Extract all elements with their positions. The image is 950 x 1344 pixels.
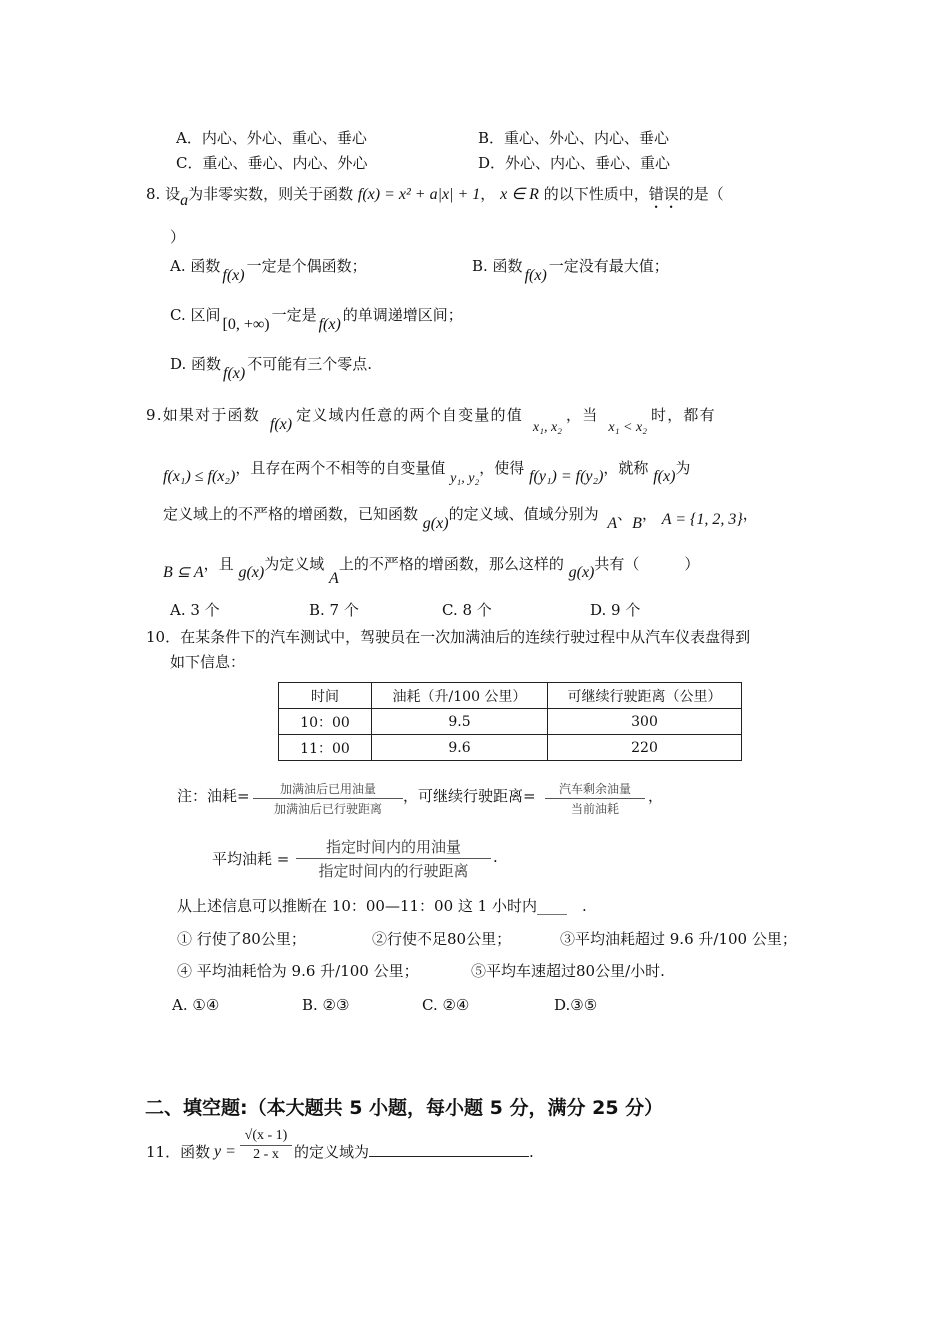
table-row xyxy=(279,735,742,761)
q7-option-b: B．重心、外心、内心、垂心 xyxy=(478,129,670,147)
q10-option-c: C. ②④ xyxy=(422,996,470,1014)
q10-statement-1: ① 行使了80公里； xyxy=(177,930,306,948)
q11-y: y = xyxy=(214,1143,236,1160)
q11-text: 的定义域为 . xyxy=(294,1143,534,1161)
section-heading: 二、填空题:（本大题共 5 小题，每小题 5 分，满分 25 分） xyxy=(145,1097,664,1119)
q11-fraction: $\frac{√(x - 1)}{2 - x}$ xyxy=(240,1128,292,1163)
table-header-row xyxy=(279,683,742,709)
note-range-label: ，可继续行驶距离= xyxy=(403,787,536,805)
q7-option-c: C．重心、垂心、内心、外心 xyxy=(176,154,368,172)
q7-option-a: A．内心、外心、重心、垂心 xyxy=(176,129,367,147)
q9-option-d: D. 9 个 xyxy=(590,601,641,619)
range-fraction: 汽车剩余油量 当前油耗 xyxy=(545,780,645,817)
q7-option-d: D．外心、内心、垂心、重心 xyxy=(478,154,671,172)
q9-line-1: 9.如果对于函数 f(x)定义域内任意的两个自变量的值 x₁, x₂，当 x₁ < x₂时，都有 xyxy=(146,406,716,435)
q9-option-a: A. 3 个 xyxy=(170,601,220,619)
q10-option-a: A. ①④ xyxy=(172,996,220,1014)
q10-statement-3: ③平均油耗超过 9.6 升/100 公里； xyxy=(560,930,797,948)
table-cell: 11：00 xyxy=(279,735,372,761)
q10-infer: 从上述信息可以推断在 10：00—11：00 这 1 小时内____ . xyxy=(177,897,587,915)
note-fuel-label: 注：油耗= xyxy=(177,787,250,805)
q9-line-4: B ⊆ A，且 g(x)为定义域 A上的不严格的增函数，那么这样的 g(x)共有（ ） xyxy=(163,555,700,587)
q8-stem: 8. 设a为非零实数，则关于函数 f(x) = x² + a|x| + 1， x ∈ R 的以下性质中，错误的是（ xyxy=(146,185,724,209)
table-header-cell: 时间 xyxy=(279,683,372,709)
q10-statement-2: ②行使不足80公里； xyxy=(372,930,512,948)
q9-option-b: B. 7 个 xyxy=(309,601,359,619)
q8-option-d: D. 函数f(x)不可能有三个零点. xyxy=(170,355,373,382)
q8-option-a: A. 函数f(x)一定是个偶函数； xyxy=(170,257,367,284)
fuel-fraction: 加满油后已用油量 加满油后已行驶距离 xyxy=(253,780,403,817)
q9-option-c: C. 8 个 xyxy=(442,601,492,619)
table-cell: 300 xyxy=(548,709,742,735)
q11-label: 11．函数 xyxy=(146,1143,211,1161)
table-cell: 220 xyxy=(548,735,742,761)
table-row xyxy=(279,709,742,735)
q9-line-3: 定义域上的不严格的增函数，已知函数 g(x)的定义域、值域分别为 A、B， A = {1, 2, 3}， xyxy=(163,505,758,532)
q10-stem-line-2: 如下信息： xyxy=(170,653,246,671)
table-cell: 9.5 xyxy=(372,709,548,735)
q10-data-table xyxy=(278,682,742,761)
q8-function-expr: f(x) = x² + a|x| + 1 xyxy=(357,186,481,203)
table-header-cell: 可继续行驶距离（公里） xyxy=(548,683,742,709)
q8-option-b: B. 函数f(x)一定没有最大值； xyxy=(472,257,669,284)
table-header-cell: 油耗（升/100 公里） xyxy=(372,683,548,709)
table-cell: 9.6 xyxy=(372,735,548,761)
emphasis-wrong: 错误 xyxy=(648,185,679,203)
avg-fuel-fraction: 指定时间内的用油量 指定时间内的行驶距离 xyxy=(296,836,491,881)
q10-option-b: B. ②③ xyxy=(302,996,350,1014)
q10-option-d: D.③⑤ xyxy=(554,996,598,1014)
avg-fuel-label: 平均油耗 = xyxy=(212,850,290,868)
q8-option-c: C. 区间[0, +∞)一定是f(x)的单调递增区间； xyxy=(170,306,463,333)
q10-statement-5: ⑤平均车速超过80公里/小时. xyxy=(471,962,665,980)
q10-stem-line-1: 10．在某条件下的汽车测试中，驾驶员在一次加满油后的连续行驶过程中从汽车仪表盘得到 xyxy=(146,628,751,646)
table-cell: 10：00 xyxy=(279,709,372,735)
q9-line-2: f(x₁) ≤ f(x₂)，且存在两个不相等的自变量值 y₁, y₂，使得 f(y₁) = f(y₂)，就称 f(x)为 xyxy=(163,459,691,486)
q8-close-paren: ） xyxy=(170,228,186,246)
answer-blank[interactable] xyxy=(369,1142,529,1157)
q10-statement-4: ④ 平均油耗恰为 9.6 升/100 公里； xyxy=(177,962,419,980)
